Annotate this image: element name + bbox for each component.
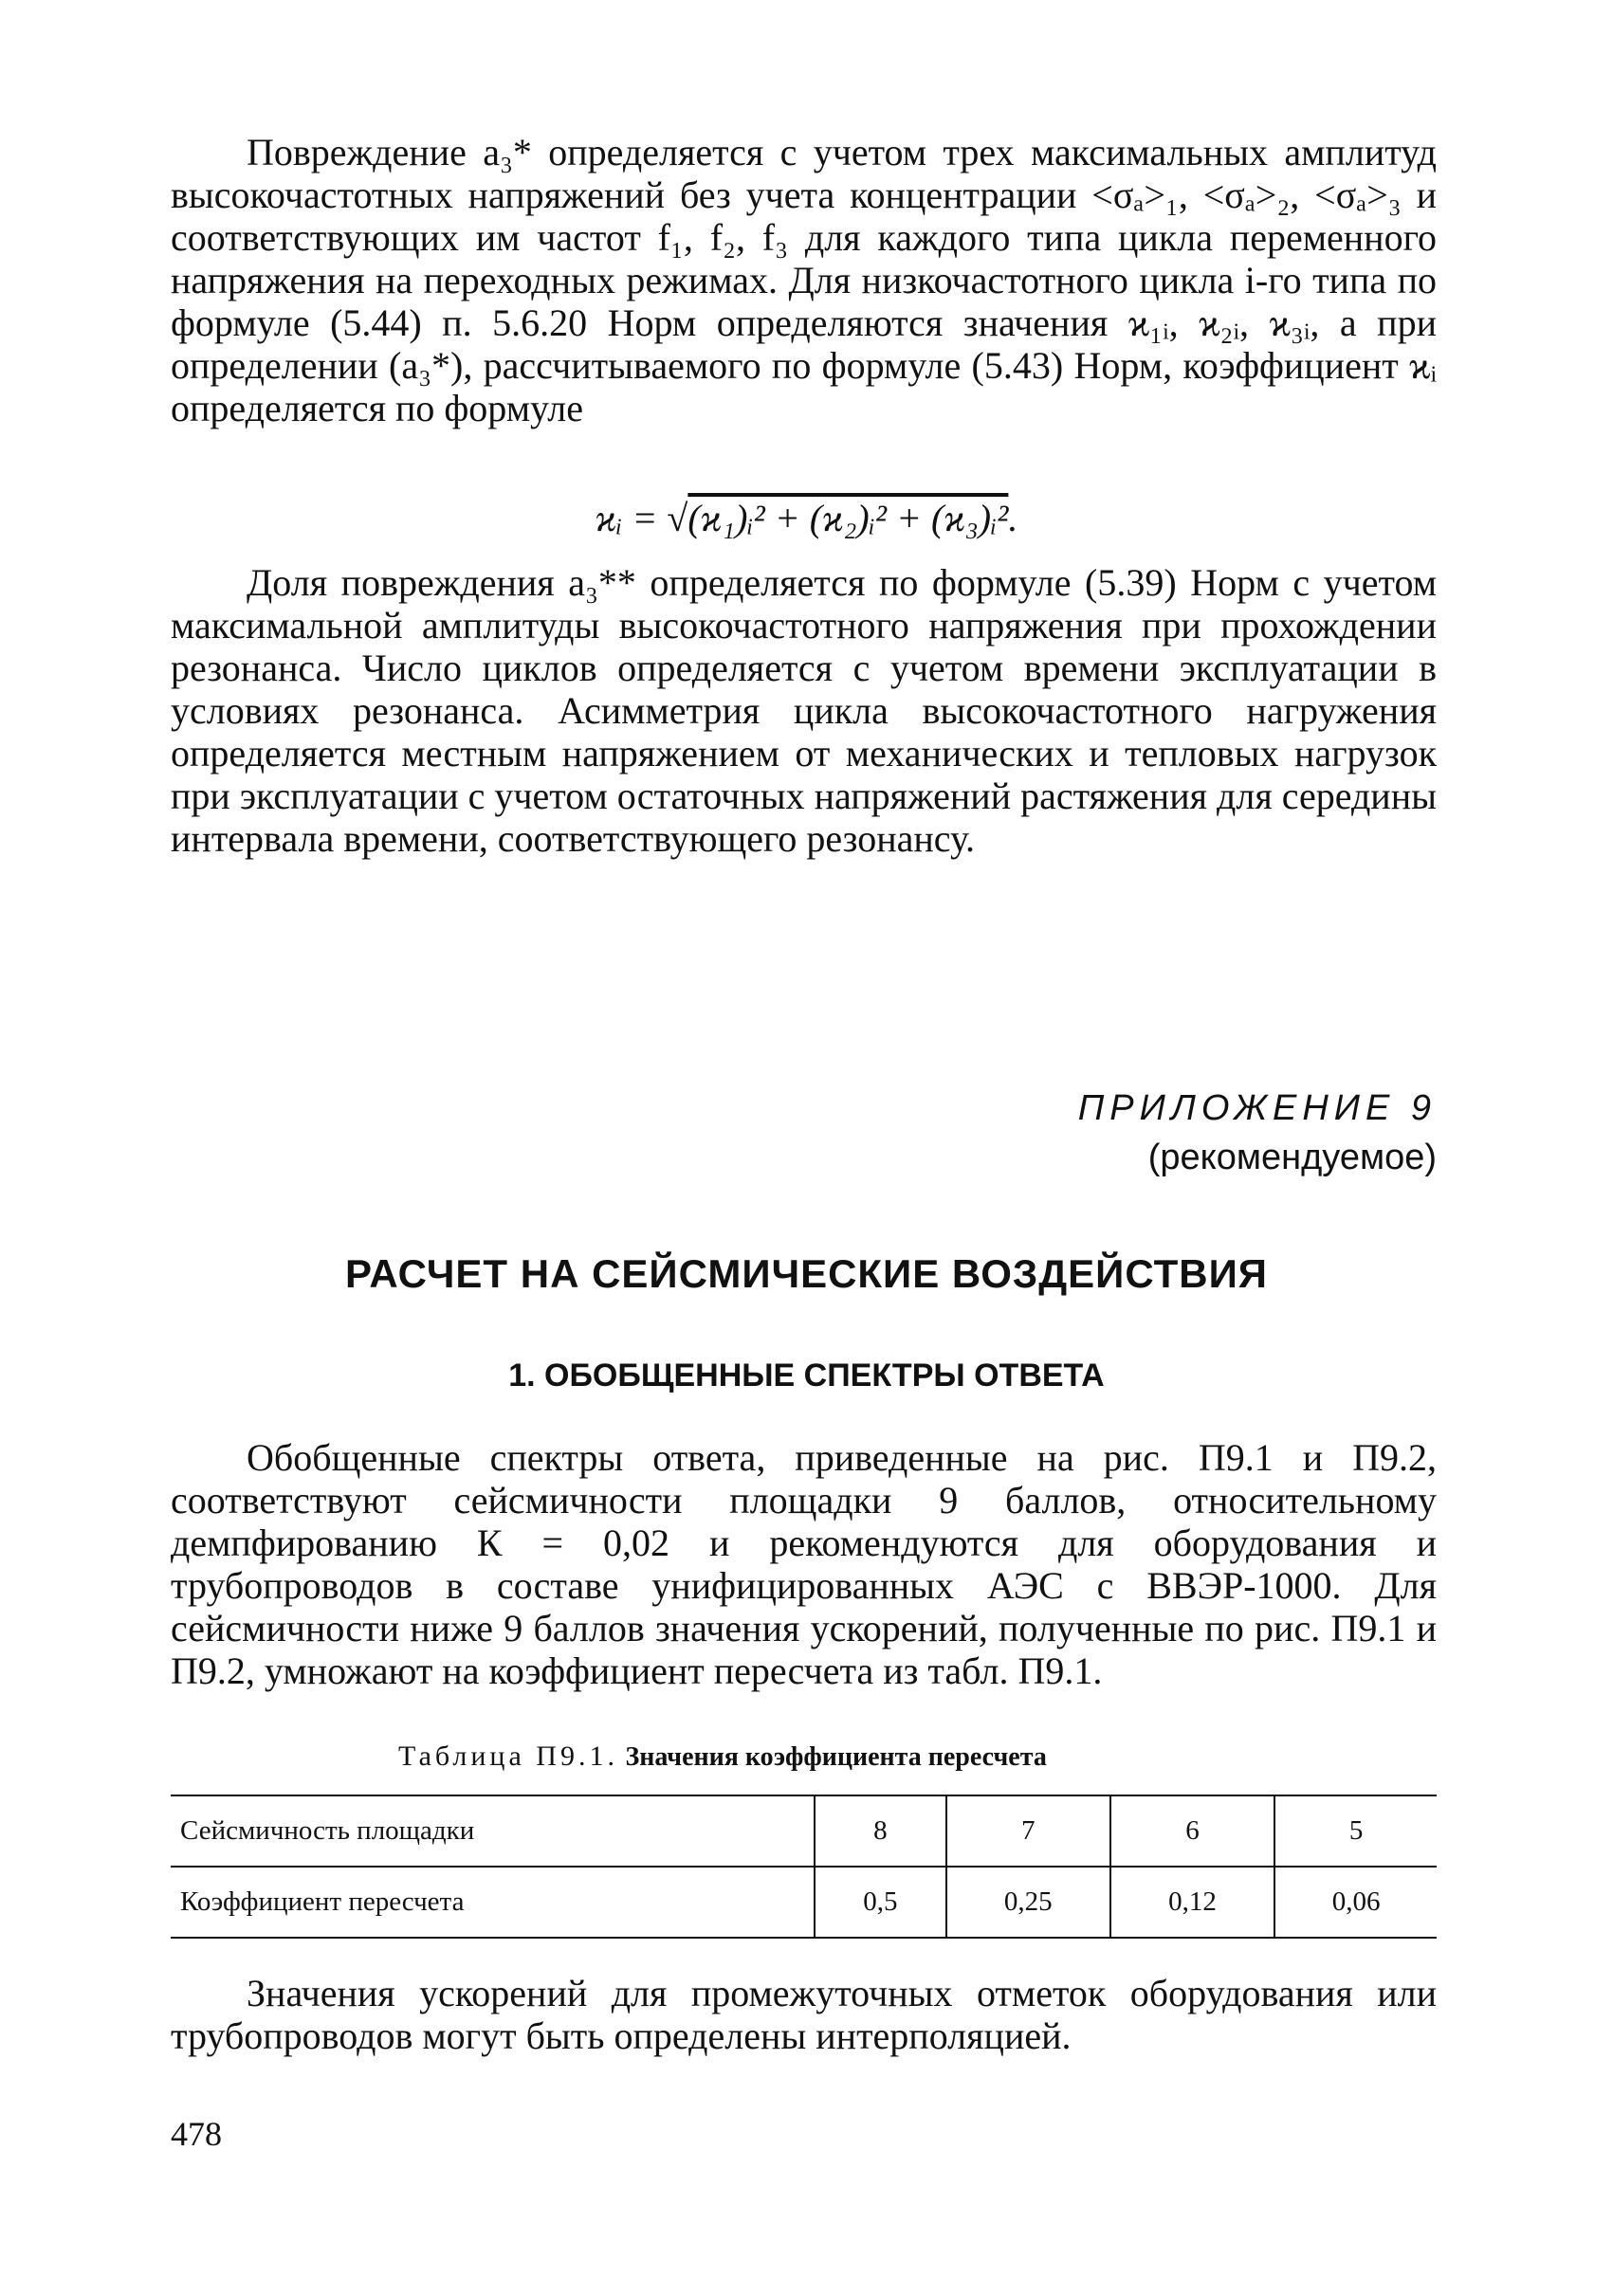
table-cell: 0,12 — [1110, 1867, 1274, 1938]
row-label: Сейсмичность площадки — [171, 1795, 815, 1867]
appendix-note: (рекомендуемое) — [1147, 1138, 1437, 1177]
conversion-coefficient-table — [171, 1795, 1437, 1939]
paragraph-damage-a3 — [171, 131, 1437, 429]
table-cell: 0,06 — [1274, 1867, 1437, 1938]
table-cell: 8 — [815, 1795, 946, 1867]
row-label: Коэффициент пересчета — [171, 1867, 815, 1938]
subsection-title: 1. ОБОБЩЕННЫЕ СПЕКТРЫ ОТВЕТА — [508, 1358, 1105, 1394]
sqrt-symbol: √ — [667, 497, 688, 539]
table-cell: 0,25 — [946, 1867, 1110, 1938]
paragraph-text: Значения ускорений для промежуточных отметок оборудования или трубопроводов могут быть определены интерполяцией. — [171, 1972, 1437, 2057]
table-caption — [398, 1740, 1047, 1773]
formula-radicand: (ϰ₁)ᵢ² + (ϰ₂)ᵢ² + (ϰ₃)ᵢ² — [687, 497, 1009, 539]
paragraph-damage-share — [171, 561, 1437, 860]
table-caption-title: Значения коэффициента пересчета — [625, 1742, 1047, 1772]
table-row — [171, 1867, 1437, 1938]
table-cell: 6 — [1110, 1795, 1274, 1867]
paragraph-text: Обобщенные спектры ответа, приведенные на рис. П9.1 и П9.2, соответствуют сейсмичности площадки 9 баллов, относительному демпфированию К = 0,02 и рекомендуются для оборудования и трубопроводов в составе унифицированных АЭС с ВВЭР-1000. Для сейсмичности ниже 9 баллов значения ускорений, полученные по рис. П9.1 и П9.2, умножают на коэффициент пересчета из табл. П9.1. — [171, 1436, 1437, 1692]
appendix-title: ПРИЛОЖЕНИЕ 9 — [1077, 1088, 1437, 1128]
paragraph-interpolation — [171, 1972, 1437, 2057]
table-cell: 7 — [946, 1795, 1110, 1867]
section-title: РАСЧЕТ НА СЕЙСМИЧЕСКИЕ ВОЗДЕЙСТВИЯ — [345, 1251, 1268, 1296]
paragraph-spectra — [171, 1436, 1437, 1692]
paragraph-text: Доля повреждения а₃** определяется по формуле (5.39) Норм с учетом максимальной амплитуды высокочастотного напряжения при прохождении резонанса. Число циклов определяется с учетом времени эксплуатации в условиях резонанса. Асимметрия цикла высокочастотного нагружения определяется местным напряжением от механических и тепловых нагрузок при эксплуатации с учетом остаточных напряжений растяжения для середины интервала времени, соответствующего резонансу. — [171, 561, 1437, 860]
table-caption-label: Таблица П9.1. — [398, 1740, 618, 1772]
table-cell: 0,5 — [815, 1867, 946, 1938]
paragraph-text: Повреждение а₃* определяется с учетом трех максимальных амплитуд высокочастотных напряжений без учета концентрации <σₐ>₁, <σₐ>₂, <σₐ>₃ и соответствующих им частот f₁, f₂, f₃ для каждого типа цикла переменного напряжения на переходных режимах. Для низкочастотного цикла i-го типа по формуле (5.44) п. 5.6.20 Норм определяются значения ϰ₁ᵢ, ϰ₂ᵢ, ϰ₃ᵢ, а при определении (а₃*), рассчитываемого по формуле (5.43) Норм, коэффициент ϰᵢ определяется по формуле — [171, 131, 1437, 429]
formula-end: . — [1008, 497, 1018, 539]
table-cell: 5 — [1274, 1795, 1437, 1867]
table-row — [171, 1795, 1437, 1867]
formula-kappa — [0, 495, 1613, 542]
page-number: 478 — [171, 2115, 222, 2153]
formula-lhs: ϰᵢ = — [595, 497, 658, 539]
